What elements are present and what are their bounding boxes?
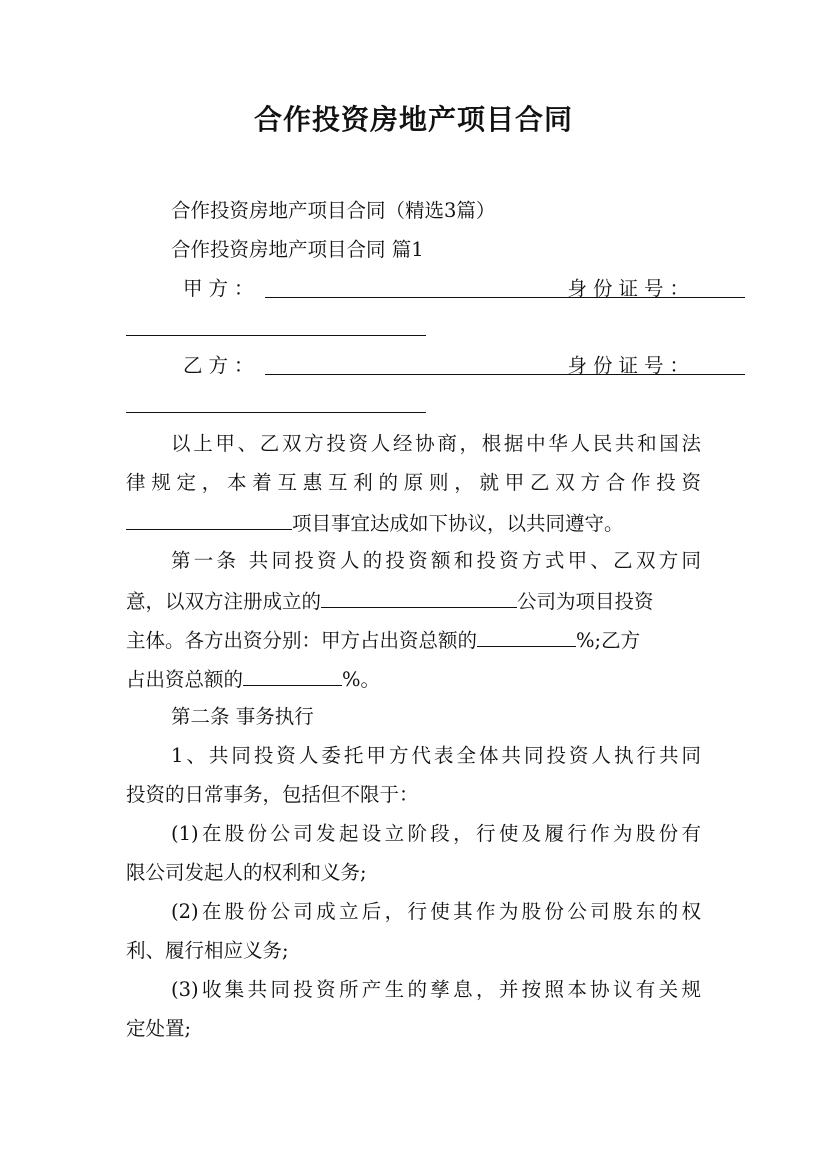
party-b-label: 乙方： [183,354,260,377]
sub-item-2-line-2: 利、履行相应义务; [126,939,289,962]
article-1-line-3-suffix: %;乙方 [576,629,641,652]
section-heading: 合作投资房地产项目合同 篇1 [171,238,424,261]
article-1-line-2-suffix: 公司为项目投资 [517,590,654,613]
document-title: 合作投资房地产项目合同 [253,103,573,136]
article-1-line-3 [126,625,701,655]
intro-line-3 [126,508,701,538]
intro-line-2: 律规定，本着互惠互利的原则，就甲乙双方合作投资 [126,471,701,494]
sub-item-1-line-1: (1)在股份公司发起设立阶段，行使及履行作为股份有 [171,822,701,845]
article-1-line-2-prefix: 意，以双方注册成立的 [126,590,322,613]
article-1-line-4-prefix: 占出资总额的 [126,668,244,691]
sub-item-3-line-2: 定处置; [126,1017,192,1040]
article-1-line-4-suffix: %。 [342,668,381,691]
item-1-line-2: 投资的日常事务，包括但不限于： [126,783,419,806]
article-2-heading: 第二条 事务执行 [171,705,314,728]
intro-line-3-text: 项目事宜达成如下协议，以共同遵守。 [292,512,624,535]
party-a-id-blank [126,334,426,336]
party-b-share-blank [243,664,342,686]
sub-item-2-line-1: (2)在股份公司成立后，行使其作为股份公司股东的权 [171,900,701,923]
intro-line-1: 以上甲、乙双方投资人经协商，根据中华人民共和国法 [171,432,701,455]
party-a-id-label: 身份证号： [567,277,695,300]
party-a-share-blank [477,625,576,647]
party-b-id-blank [126,411,426,413]
article-1-line-4 [126,664,701,694]
article-1-line-2 [126,586,701,616]
article-1-line-3-prefix: 主体。各方出资分别：甲方占出资总额的 [126,629,478,652]
project-name-blank [126,508,292,530]
party-b-id-label: 身份证号： [567,354,695,377]
sub-item-1-line-2: 限公司发起人的权利和义务; [126,861,367,884]
company-name-blank [321,586,517,608]
party-a-label: 甲方： [183,277,260,300]
sub-item-3-line-1: (3)收集共同投资所产生的孳息，并按照本协议有关规 [171,978,701,1001]
article-1-line-1: 第一条 共同投资人的投资额和投资方式甲、乙双方同 [171,549,701,572]
item-1-line-1: 1、共同投资人委托甲方代表全体共同投资人执行共同 [171,744,701,767]
document-subtitle: 合作投资房地产项目合同（精选3篇） [171,199,496,222]
